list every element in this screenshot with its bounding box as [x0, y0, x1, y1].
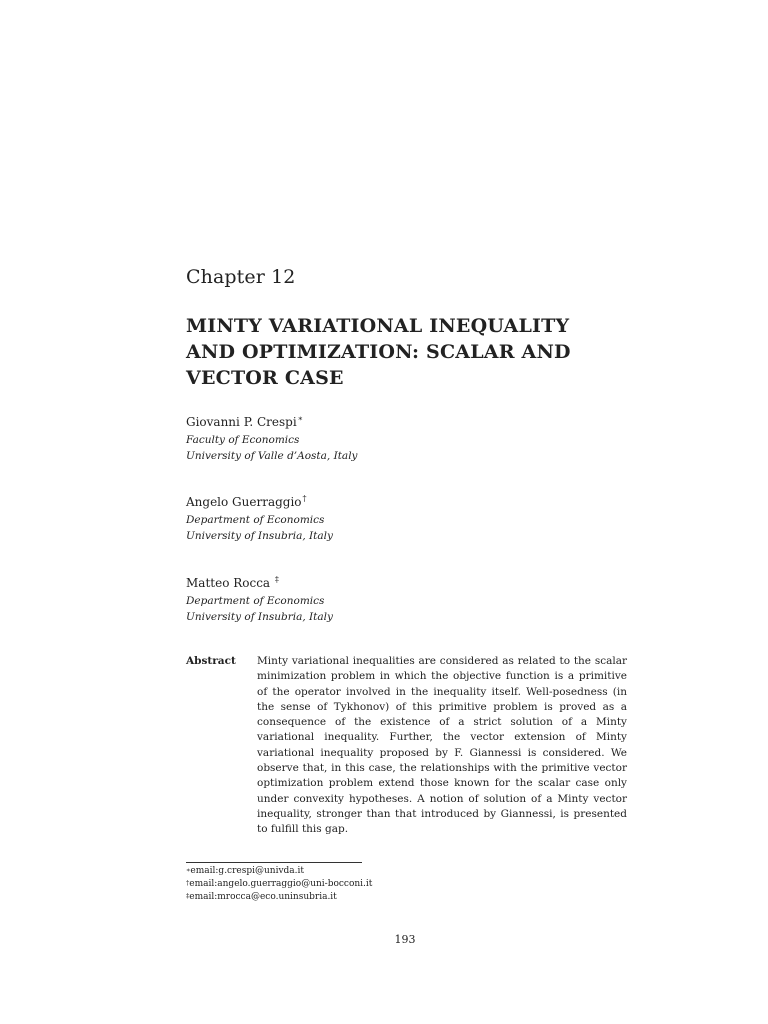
author-affiliation-university: University of Insubria, Italy — [186, 530, 333, 542]
chapter-title: MINTY VARIATIONAL INEQUALITY AND OPTIMIZATION: SCALAR AND VECTOR CASE — [186, 315, 571, 389]
footnote-text: email:angelo.guerraggio@uni-bocconi.it — [189, 879, 373, 889]
chapter-label: Chapter 12 — [186, 266, 296, 288]
footnote-mark: ‡ — [186, 892, 190, 900]
footnote-text: email:mrocca@eco.uninsubria.it — [189, 892, 337, 902]
abstract-label: Abstract — [186, 655, 236, 667]
author-affiliation-department: Department of Economics — [186, 514, 325, 526]
footnotes — [186, 865, 486, 904]
author-affiliation-department: Department of Economics — [186, 595, 325, 607]
page-number: 193 — [394, 933, 416, 946]
footnote-mark: ∗ — [297, 414, 304, 423]
footnote-mark: ∗ — [186, 866, 191, 874]
footnote-rocca-email — [186, 891, 486, 904]
author-block-guerraggio — [186, 494, 606, 544]
footnote-guerraggio-email — [186, 878, 486, 891]
author-name: Giovanni P. Crespi∗ — [186, 414, 304, 429]
author-block-crespi — [186, 414, 606, 464]
author-affiliation-faculty: Faculty of Economics — [186, 434, 300, 446]
footnote-text: email:g.crespi@univda.it — [190, 866, 305, 876]
author-block-rocca — [186, 575, 606, 625]
author-name: Angelo Guerraggio† — [186, 494, 307, 509]
author-affiliation-university: University of Valle d’Aosta, Italy — [186, 450, 358, 462]
author-affiliation-university: University of Insubria, Italy — [186, 611, 333, 623]
abstract-text: Minty variational inequalities are considered as related to the scalar minimization problem in which the objective function is a primitive of the operator involved in the inequality itself. Well-posedness (in the sense of Tykhonov) of this primitive problem is proved as a consequence of the existence of a strict solution of a Minty variational inequality. Further, the vector extension of Minty variational inequality proposed by F. Giannessi is considered. We observe that, in this case, the relationships with the primitive vector optimization problem extend those known for the scalar case only under convexity hypotheses. A notion of solution of a Minty vector inequality, stronger than that introduced by Giannessi, is presented to fulfill this gap. — [257, 655, 627, 836]
footnote-mark: ‡ — [274, 575, 279, 584]
footnote-crespi-email — [186, 865, 486, 878]
footnote-mark: † — [186, 879, 190, 887]
footnote-mark: † — [302, 494, 307, 503]
author-name: Matteo Rocca ‡ — [186, 575, 279, 590]
footnote-divider — [186, 862, 362, 863]
